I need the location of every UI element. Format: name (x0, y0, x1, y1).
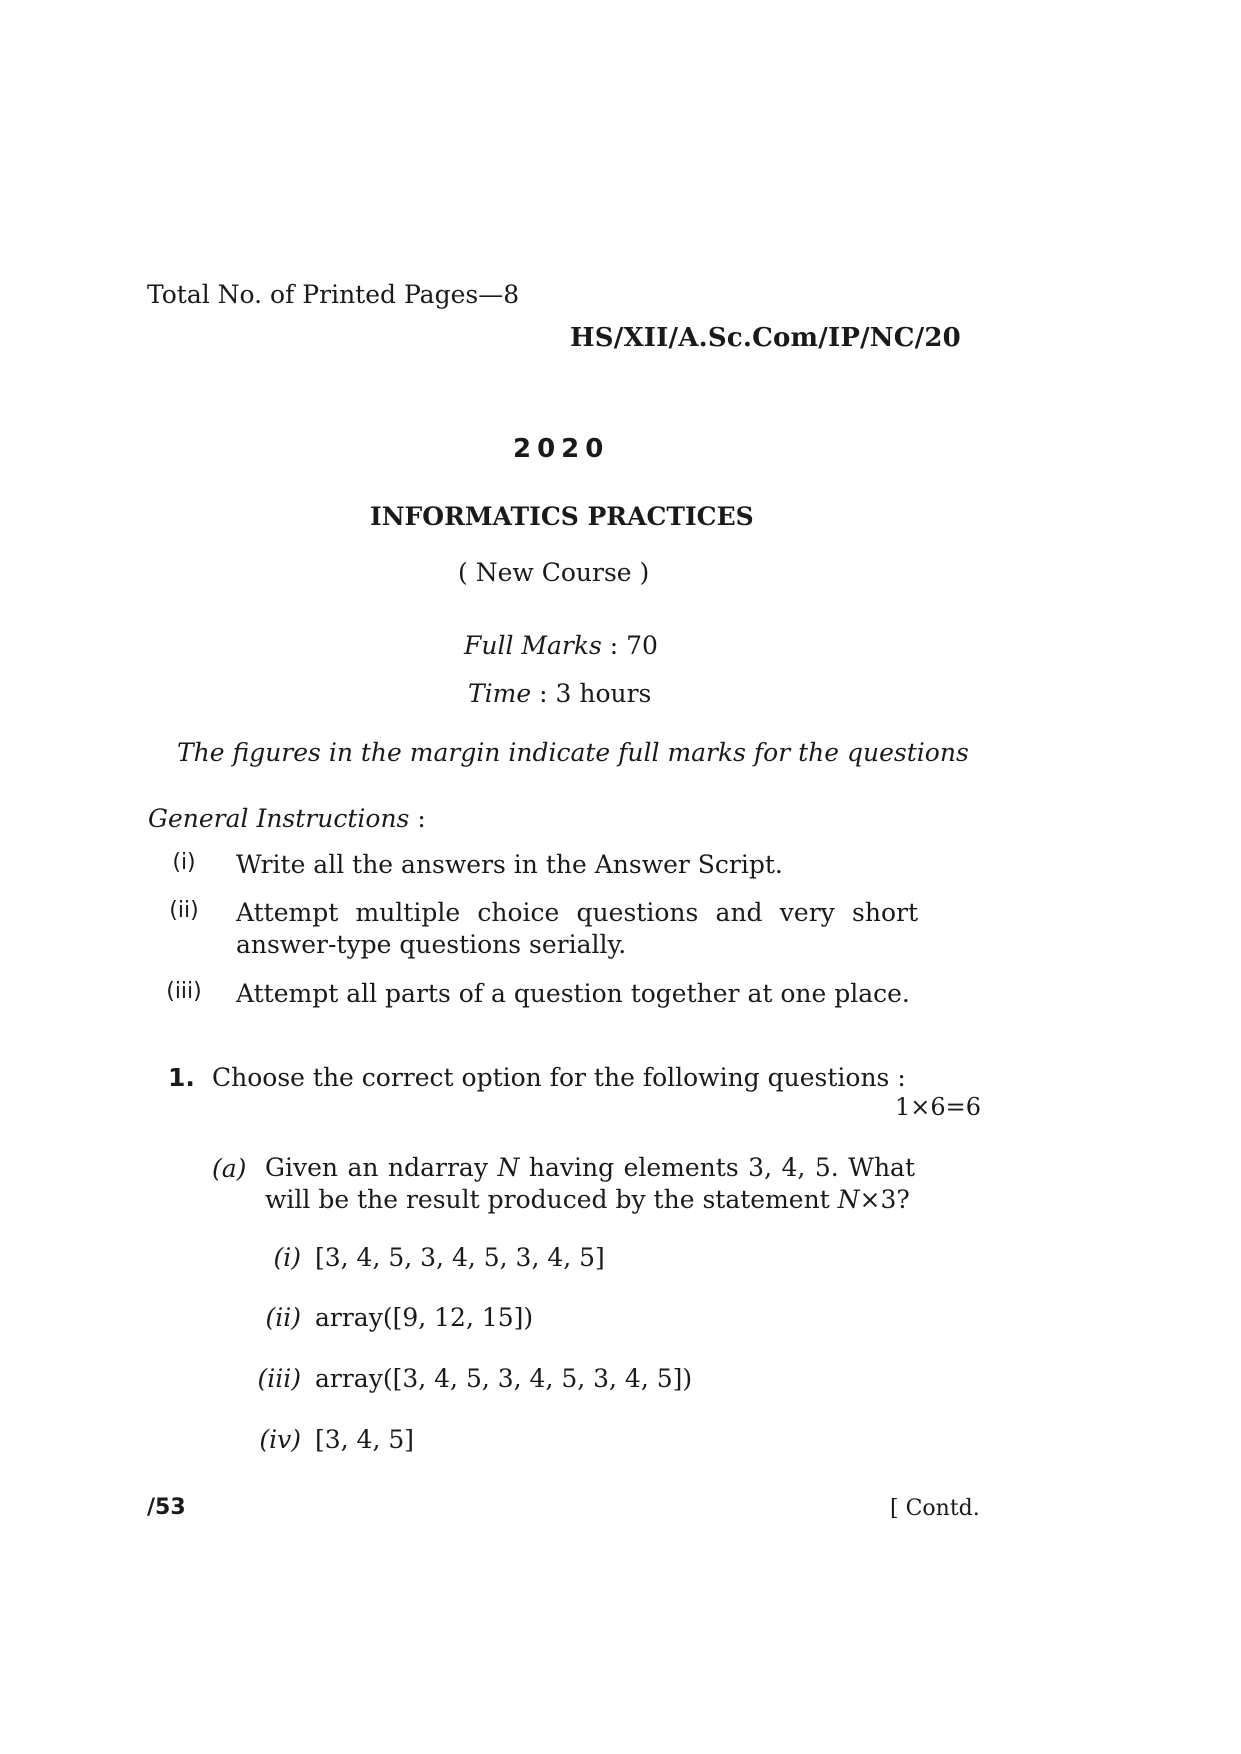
question-marks: 1×6=6 (895, 1093, 982, 1121)
instruction-number: (i) (172, 850, 196, 875)
instruction-number: (ii) (169, 898, 199, 923)
full-marks-label: Full Marks (464, 631, 602, 660)
sub-question-text (265, 1152, 915, 1216)
option-label: (iii) (257, 1364, 301, 1393)
paper-code: HS/XII/A.Sc.Com/IP/NC/20 (570, 323, 961, 353)
instruction-number: (iii) (166, 979, 202, 1004)
general-instructions-heading (148, 804, 426, 833)
margin-note: The figures in the margin indicate full marks for the questions (177, 738, 969, 767)
text-segment: having elements 3, 4, 5. What (519, 1153, 915, 1182)
option-text: [3, 4, 5, 3, 4, 5, 3, 4, 5] (315, 1243, 605, 1272)
sub-question-line (265, 1152, 915, 1184)
continued-note: [ Contd. (890, 1496, 980, 1521)
text-segment: ×3? (859, 1185, 910, 1214)
course-type: ( New Course ) (458, 558, 650, 587)
page-code: /53 (147, 1495, 186, 1520)
sub-question-label: (a) (212, 1154, 247, 1183)
full-marks-value: : 70 (609, 631, 658, 660)
instruction-text: Write all the answers in the Answer Script. (236, 850, 783, 879)
answer-option (247, 1243, 605, 1272)
time-value: : 3 hours (539, 679, 652, 708)
full-marks (464, 631, 658, 660)
option-text: array([9, 12, 15]) (315, 1303, 534, 1332)
time-label: Time (468, 679, 532, 708)
question-number: 1. (168, 1063, 195, 1092)
answer-option (247, 1303, 533, 1332)
variable-n: N (497, 1153, 520, 1182)
text-segment: will be the result produced by the statement (265, 1185, 838, 1214)
general-instructions-colon: : (417, 804, 426, 833)
option-text: array([3, 4, 5, 3, 4, 5, 3, 4, 5]) (315, 1364, 693, 1393)
answer-option (247, 1364, 692, 1393)
text-segment: Given an ndarray (265, 1153, 498, 1182)
answer-option (247, 1425, 414, 1454)
option-text: [3, 4, 5] (315, 1425, 415, 1454)
question-text: Choose the correct option for the following questions : (212, 1063, 906, 1092)
subject-title: INFORMATICS PRACTICES (370, 502, 754, 531)
general-instructions-label: General Instructions (148, 804, 410, 833)
sub-question-line (265, 1184, 915, 1216)
option-label: (i) (273, 1243, 301, 1272)
variable-n: N (837, 1185, 860, 1214)
option-label: (iv) (259, 1425, 301, 1454)
instruction-text: Attempt all parts of a question together at one place. (236, 979, 910, 1008)
instruction-text: Attempt multiple choice questions and very short (236, 898, 918, 927)
instruction-text-continued: answer-type questions serially. (236, 930, 627, 959)
exam-year: 2020 (513, 434, 610, 464)
total-printed-pages: Total No. of Printed Pages—8 (147, 280, 520, 309)
option-label: (ii) (265, 1303, 301, 1332)
exam-time (468, 679, 651, 708)
